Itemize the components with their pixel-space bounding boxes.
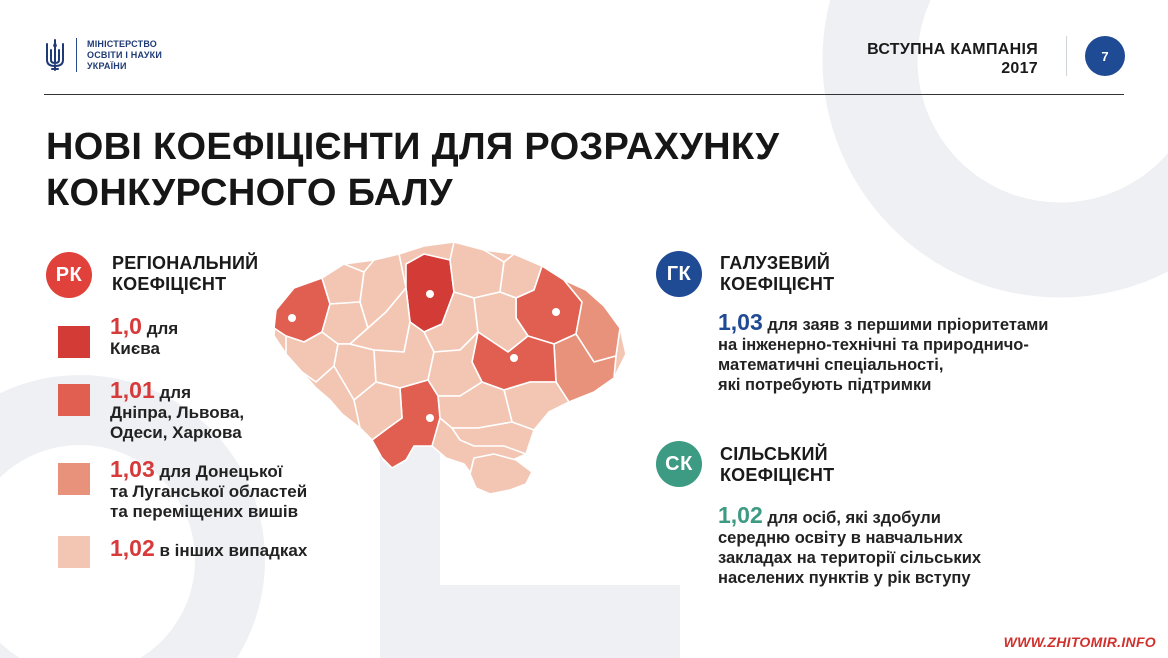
sectoral-line: на інженерно-технічні та природничо- [718,336,1029,354]
rural-badge: СК [656,441,702,487]
trident-icon [44,38,66,72]
legend-line: Одеси, Харкова [110,423,242,442]
sectoral-heading [720,253,834,295]
map-region-west2 [322,264,364,304]
logo-divider [76,38,77,72]
page-title [46,124,779,216]
page-title-line: КОНКУРСНОГО БАЛУ [46,172,453,214]
regional-heading-line: КОЕФІЦІЄНТ [112,274,227,294]
sectoral-value: 1,03 [718,309,763,335]
rural-line: середню освіту в навчальних [718,529,963,547]
campaign-year: 2017 [1001,60,1038,77]
regional-heading [112,253,258,295]
sectoral-heading-line: ГАЛУЗЕВИЙ [720,253,831,273]
legend-swatch [58,536,90,568]
sectoral-line: математичні спеціальності, [718,356,944,374]
map-marker-dnipro [510,354,518,362]
ministry-name-line: МІНІСТЕРСТВО [87,38,158,49]
legend-line: в інших випадках [154,541,308,560]
legend-text [110,535,308,561]
rural-heading-line: КОЕФІЦІЄНТ [720,465,835,485]
legend-line: та Луганської областей [110,482,308,501]
legend-line: для [154,383,191,402]
legend-line: для Донецької [154,462,283,481]
ministry-logo [44,38,162,72]
legend-swatch [58,326,90,358]
map-marker-kharkiv [552,308,560,316]
sectoral-description [718,309,1049,395]
legend-value: 1,0 [110,313,142,339]
rural-heading [720,444,834,486]
rural-line: закладах на території сільських [718,549,982,567]
rural-heading-line: СІЛЬСЬКИЙ [720,444,828,464]
ukraine-map [264,232,632,502]
map-region-north2 [450,242,504,298]
legend-line: для [141,319,179,338]
ministry-name-line: УКРАЇНИ [87,60,127,71]
legend-line: Києва [110,339,160,358]
sectoral-line: для заяв з першими пріоритетами [762,316,1049,334]
legend-value: 1,01 [110,377,155,403]
legend-line: Дніпра, Львова, [110,403,245,422]
legend-value: 1,03 [110,456,155,482]
rural-value: 1,02 [718,502,763,528]
legend-text [110,377,245,443]
map-marker-lviv [288,314,296,322]
sectoral-line: які потребують підтримки [718,376,932,394]
legend-swatch [58,463,90,495]
regional-heading-line: РЕГІОНАЛЬНИЙ [112,253,259,273]
legend-value: 1,02 [110,535,155,561]
ministry-name [87,39,162,72]
sectoral-badge: ГК [656,251,702,297]
rural-description [718,502,982,588]
map-marker-odesa [426,414,434,422]
rural-line: для осіб, які здобули [762,509,941,527]
watermark: WWW.ZHITOMIR.INFO [1003,634,1156,650]
legend-line: та переміщених вишів [110,502,299,521]
page-number-badge: 7 [1085,36,1125,76]
campaign-label [867,40,1038,78]
header-rule [44,94,1124,95]
header-divider [1066,36,1067,76]
ministry-name-line: ОСВІТИ І НАУКИ [87,49,162,60]
map-marker-kyiv [426,290,434,298]
regional-badge: РК [46,252,92,298]
legend-text [110,313,179,359]
campaign-title: ВСТУПНА КАМПАНІЯ [867,41,1038,58]
sectoral-heading-line: КОЕФІЦІЄНТ [720,274,835,294]
rural-line: населених пунктів у рік вступу [718,569,971,587]
legend-swatch [58,384,90,416]
page-title-line: НОВІ КОЕФІЦІЄНТИ ДЛЯ РОЗРАХУНКУ [46,126,780,168]
map-region-crimea [470,454,532,494]
